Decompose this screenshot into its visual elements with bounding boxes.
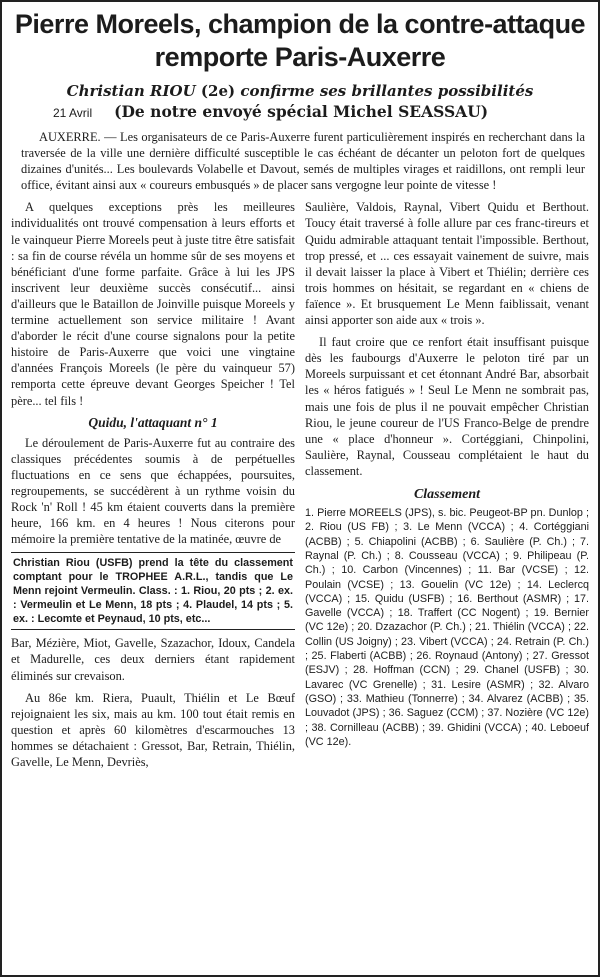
- subhead-rest: confirme ses brillantes possibilités: [240, 82, 534, 100]
- left-paragraph-1: A quelques exceptions près les meilleures individualités ont trouvé compensation à leurs efforts et le vainqueur Pierre Moreels peut à juste titre être satisfait : sa fin de course révéla un homme sûr de ses moyens et bénéficiant d'une forme parfaite. Grâce à lui les JPS inscrivent leur deuxième succès consécutif... ainsi d'ailleurs que le Bataillon de Joinville puisque Moreels y termine actuellement son service militaire ! Avant d'aborder le récit d'une course signalons pour la petite histoire de Paris-Auxerre que voici une vingtaine d'années François Moreels (le père du vainqueur 57) remporta cette épreuve devant Georges Speicher ! Tel père... tel fils !: [11, 200, 295, 408]
- left-paragraph-2: Le déroulement de Paris-Auxerre fut au contraire des classiques précédentes soumis à de perpétuelles fluctuations en ce sens que échappées, poursuites, regroupements, se succédèrent à un rythme voisin du Rock 'n' Roll ! 45 km étaient couverts dans la première heure, 166 km. en 4 heures ! Nous citerons pour mémoire la première tentative de la matinée, œuvre de: [11, 435, 295, 547]
- right-column: [305, 199, 589, 770]
- trophee-box-standings: , tandis que Le Menn rejoint Vermeulin. Class. : 1. Riou, 20 pts ; 2. ex. : Vermeulin et Le Menn, 18 pts ; 4. Plaudel, 14 pts ; 5. ex. : Lecomte et Peynaud, 10 pts, etc...: [13, 571, 294, 626]
- trophee-box-intro: Christian Riou (USFB) prend la tête du classement comptant pour le: [13, 557, 293, 584]
- byline: (De notre envoyé spécial Michel SEASSAU): [114, 102, 489, 121]
- right-paragraph-1: Saulière, Valdois, Raynal, Vibert Quidu et Berthout. Toucy était traversé à folle allure par ces franc-tireurs et Quidu admirable attaquant tentait l'impossible. Berthout, trop pressé, et ... ces essayait vainement de suivre, mais il devait laisser la place à Vibert et Thiélin; derrière ces trois hommes on hésitait, se regardant en « chiens de faïence ». Et brusquement Le Menn faiblissait, venant ainsi apporter son aide aux « trois ».: [305, 200, 589, 328]
- trophee-name: TROPHEE A.R.L.: [115, 571, 206, 584]
- left-column: [11, 199, 295, 770]
- headline-line-2: remporte Paris-Auxerre: [154, 42, 446, 72]
- classement-list: 1. Pierre MOREELS (JPS), s. bic. Peugeot-BP pn. Dunlop ; 2. Riou (US FB) ; 3. Le Menn (VCCA) ; 4. Cortéggiani (ACBB) ; 5. Chiapolini (ACBB) ; 6. Saulière (P. Ch.) ; 7. Raynal (P. Ch.) ; 8. Cousseau (VCCA) ; 9. Philipeau (P. Ch.) ; 10. Carbon (Vincennes) ; 11. Bar (VCSE) ; 12. Poulain (VCSE) ; 13. Gouelin (VC 12e) ; 14. Leclercq (VCCA) ; 15. Quidu (USFB) ; 16. Berthout (ASMR) ; 17. Gavelle (VCCA) ; 18. Traffert (CC Nogent) ; 19. Bernier (VC 12e) ; 20. Dzazachor (P. Ch.) ; 21. Thiélin (VCCA) ; 22. Collin (US Joigny) ; 23. Vibert (VCCA) ; 24. Retrain (P. Ch.) ; 25. Flaberti (ACBB) ; 26. Roynaud (Antony) ; 27. Gressot (ESJV) ; 28. Hoffman (CCN) ; 29. Chanel (USFB) ; 30. Lavarec (VC Grenelle) ; 31. Lesire (ASMR) ; 32. Alvaro (GSO) ; 33. Mathieu (Tonnerre) ; 34. Alvarez (ACBB) ; 35. Louvadot (JPS) ; 36. Saguez (CCM) ; 37. Nozière (VC 12e) ; 38. Cornilleau (ACBB) ; 39. Ghidini (VCCA) ; 40. Leboeuf (VC 12e).: [305, 507, 589, 748]
- left-paragraph-3: Bar, Mézière, Miot, Gavelle, Szazachor, Idoux, Candela et Madurelle, ces deux derniers étant rapidement éliminés sur crevaison.: [11, 636, 295, 683]
- section-title-quidu: Quidu, l'attaquant n° 1: [88, 414, 218, 430]
- classement-title: Classement: [413, 486, 481, 502]
- dateline: [53, 102, 589, 121]
- article-columns: [11, 199, 589, 770]
- lead-paragraph: AUXERRE. — Les organisateurs de ce Paris-Auxerre furent particulièrement inspirés en recherchant dans la traversée de la ville une dernière difficulté susceptible le cas échéant de décanter un peloton fort de quelques dizaines d'unités... Les boulevards Volabelle et Davout, semés de multiples virages et raidillons, ont rempli leur office, évitant ainsi aux « coureurs embusqués » de placer sans vergogne leur pointe de vitesse !: [21, 130, 585, 193]
- article-date: 21 Avril: [53, 106, 93, 120]
- subhead-name: Christian RIOU: [66, 82, 196, 100]
- right-paragraph-2: Il faut croire que ce renfort était insuffisant puisque dès les faubourgs d'Auxerre le peloton tiré par un Moreels surpuissant et cet étonnant André Bar, absorbait les « héros fatigués » ! Seul Le Menn ne sombrait pas, mais une fois de plus il ne pouvait empêcher Christian Riou, le jeune coureur de l'US Franco-Belge de prendre une « place d'honneur ». Cortéggiani, Chinpolini, Saulière, Raynal, Cousseau complétaient le haut du classement.: [305, 335, 589, 478]
- subhead-position: (2e): [200, 82, 236, 100]
- left-paragraph-4: Au 86e km. Riera, Puault, Thiélin et Le Bœuf rejoignaient les six, mais au km. 100 tout était remis en question et après 60 kilomètres d'escarmouches 13 hommes se détachaient : Gressot, Bar, Retrain, Thiélin, Gavelle, Le Menn, Devriès,: [11, 690, 295, 769]
- headline-line-1: Pierre Moreels, champion de la contre-attaque: [14, 9, 586, 39]
- headline: [11, 8, 589, 74]
- subheadline: [11, 82, 589, 100]
- trophee-box: [11, 552, 295, 630]
